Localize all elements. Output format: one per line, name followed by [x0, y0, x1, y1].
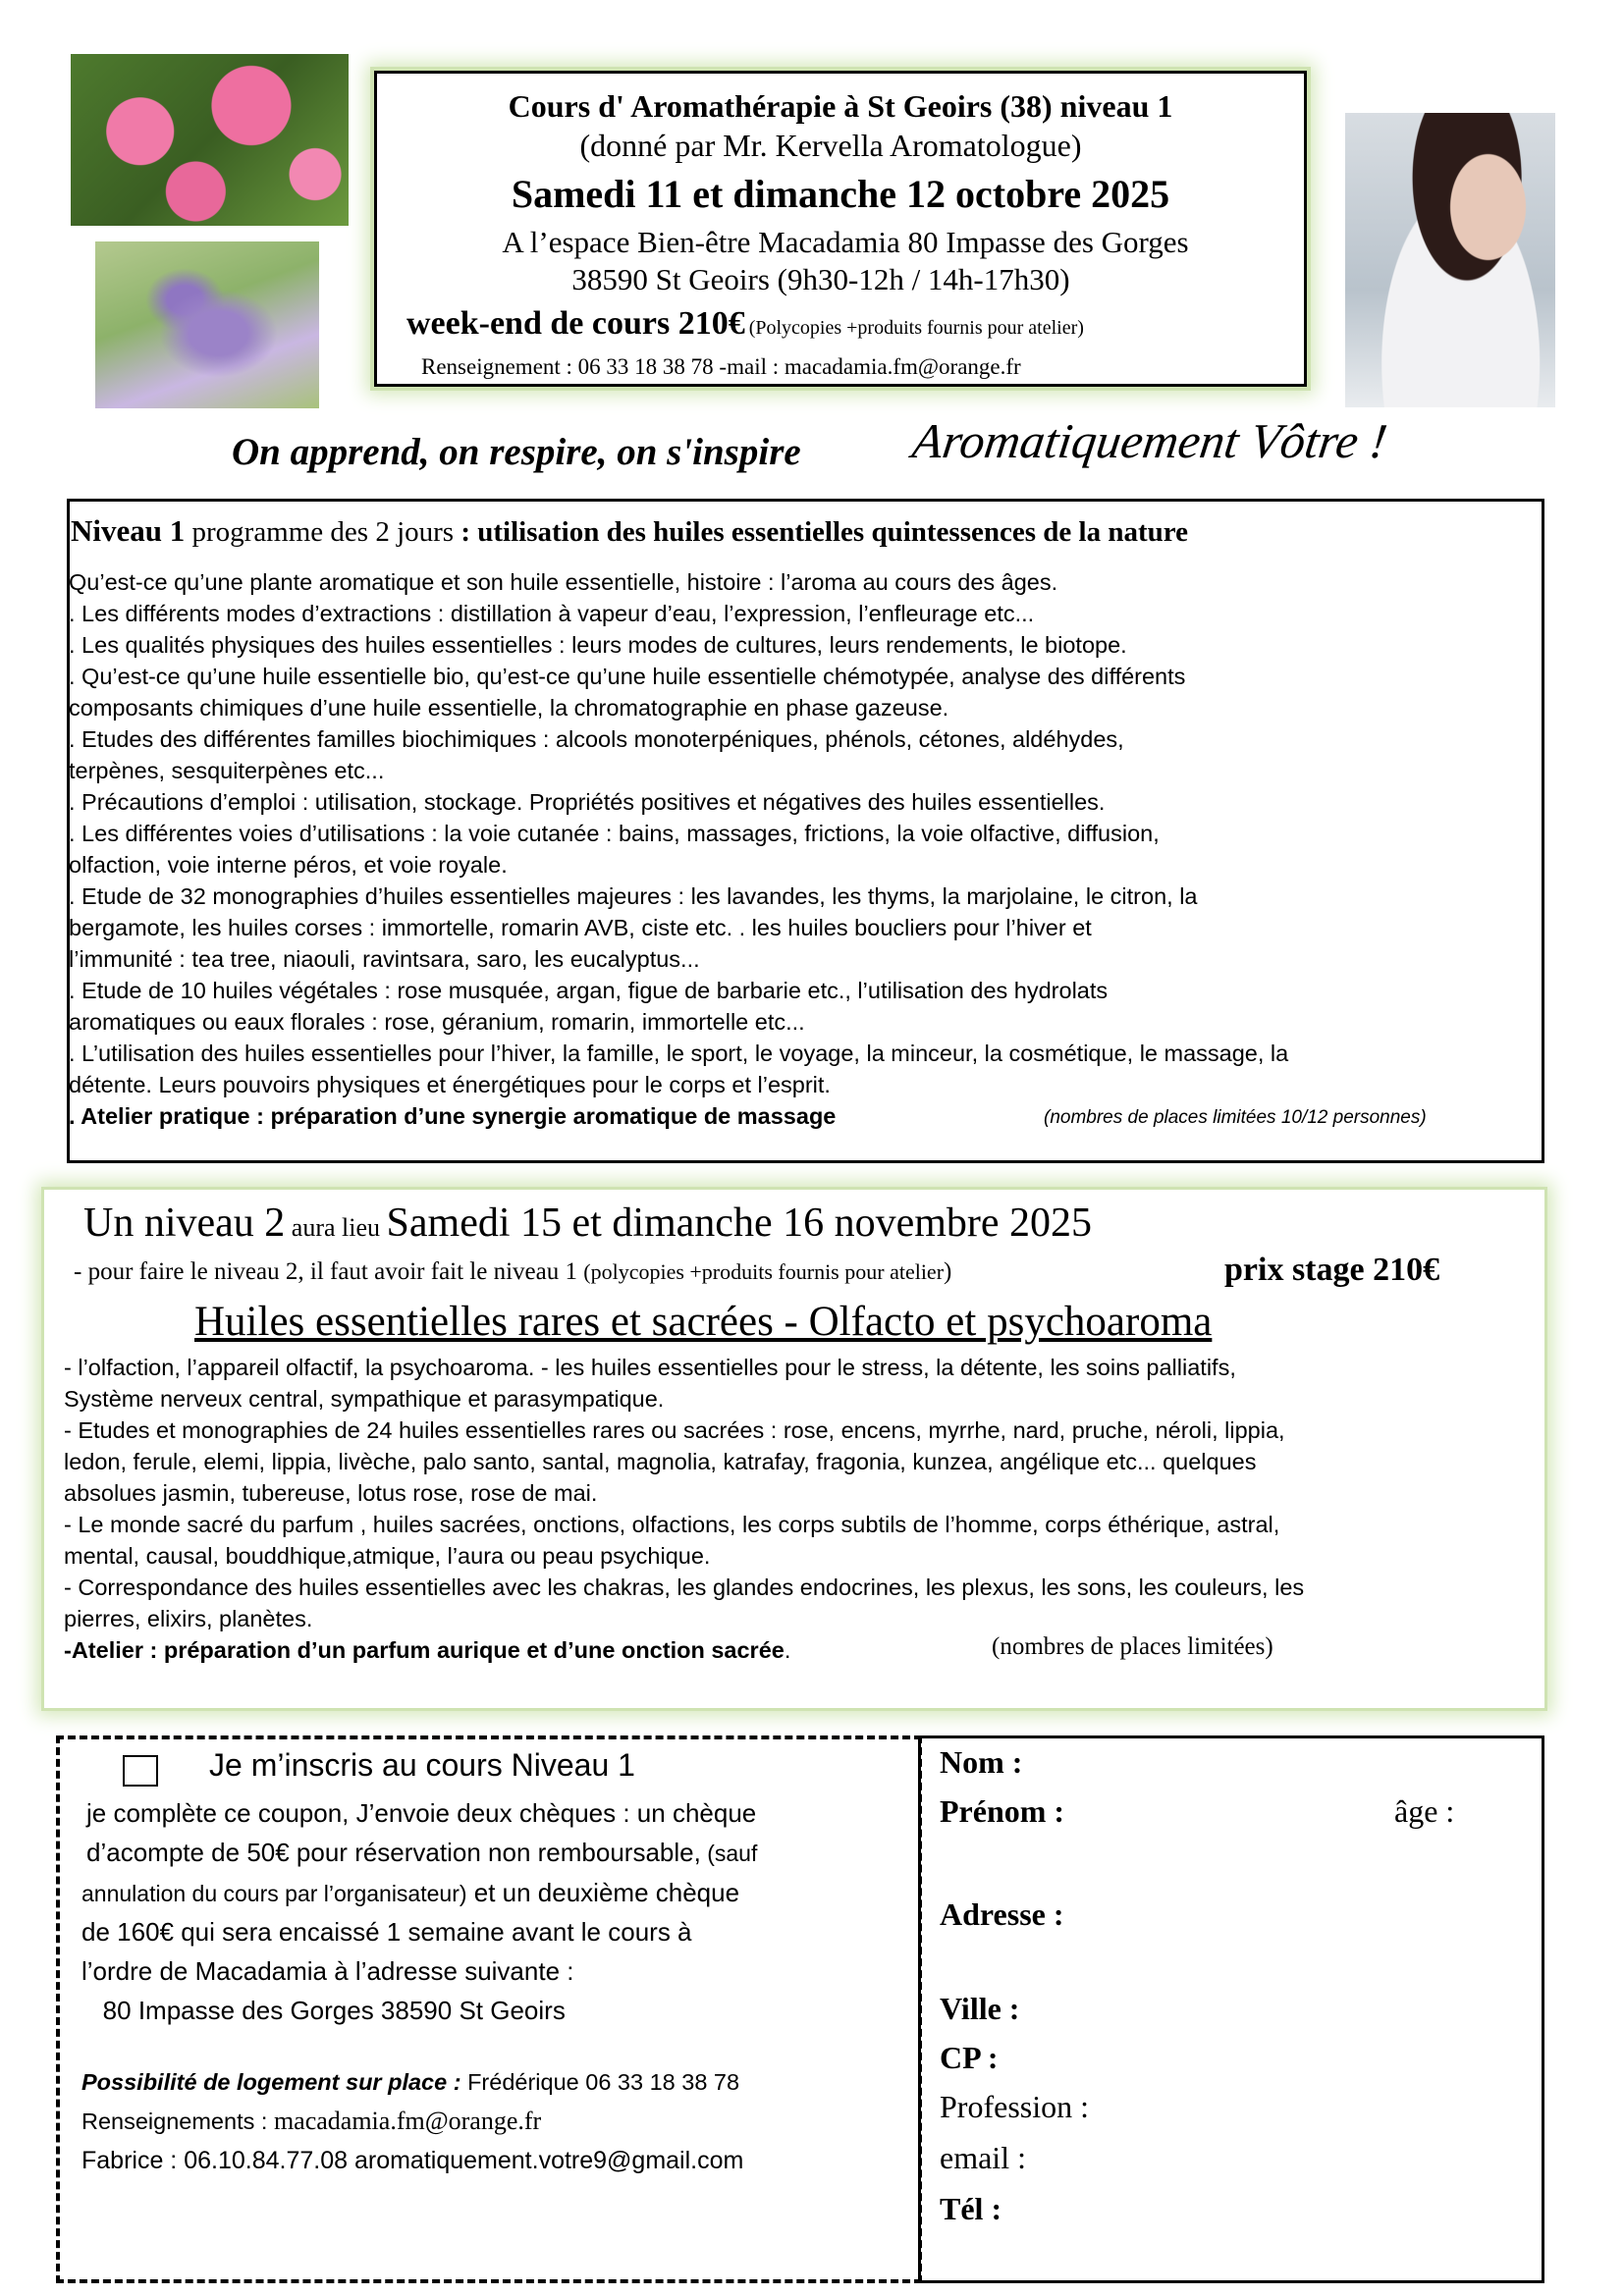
- woman-smelling-photo: [1345, 113, 1555, 407]
- slogan-left: On apprend, on respire, on s'inspire: [232, 431, 801, 473]
- level2-places: (nombres de places limitées): [992, 1633, 1273, 1660]
- list-item: . Etude de 32 monographies d’huiles essentielles majeures : les lavandes, les thyms, la marjolaine, le citron, la: [69, 883, 1198, 909]
- form-tel-label: Tél :: [940, 2191, 1002, 2226]
- coupon-line-2-note: (sauf: [700, 1841, 758, 1866]
- level1-heading-program: programme des 2 jours: [185, 516, 461, 548]
- coupon-line-3-note: annulation du cours par l’organisateur): [81, 1881, 467, 1906]
- level2-prereq-close: ): [944, 1258, 952, 1285]
- list-item: Système nerveux central, sympathique et parasympatique.: [64, 1386, 665, 1412]
- coupon-fabrice: Fabrice : 06.10.84.77.08 aromatiquement.votre9@gmail.com: [81, 2147, 744, 2174]
- roses-photo: [71, 54, 349, 226]
- list-item: . Précautions d’emploi : utilisation, stockage. Propriétés positives et négatives des huiles essentielles.: [69, 789, 1106, 815]
- level2-subtitle: Huiles essentielles rares et sacrées - Olfacto et psychoaroma: [194, 1299, 1213, 1345]
- venue-hours: 38590 St Geoirs (9h30-12h / 14h-17h30): [571, 262, 1070, 296]
- list-item: . Qu’est-ce qu’une huile essentielle bio, qu’est-ce qu’une huile essentielle chémotypée, analyse des différents: [69, 664, 1186, 689]
- level2-atelier: [64, 1635, 790, 1665]
- list-item: - Correspondance des huiles essentielles avec les chakras, les glandes endocrines, les plexus, les sons, les couleurs, les: [64, 1575, 1305, 1600]
- list-item: - Etudes et monographies de 24 huiles essentielles rares ou sacrées : rose, encens, myrrhe, nard, pruche, néroli, lippia,: [64, 1417, 1285, 1443]
- list-item: bergamote, les huiles corses : immortelle, romarin AVB, ciste etc. . les huiles boucliers pour l’hiver et: [69, 915, 1092, 940]
- coupon-line-2-text: d’acompte de 50€ pour réservation non remboursable,: [86, 1838, 701, 1867]
- list-item: . Les différents modes d’extractions : distillation à vapeur d’eau, l’expression, l’enfleurage etc...: [69, 601, 1035, 626]
- price-main: week-end de cours 210€: [406, 305, 745, 342]
- course-dates: Samedi 11 et dimanche 12 octobre 2025: [511, 172, 1170, 216]
- list-item: absolues jasmin, tubereuse, lotus rose, rose de mai.: [64, 1480, 598, 1506]
- level2-heading: [83, 1200, 1092, 1247]
- level2-price: prix stage 210€: [1224, 1252, 1440, 1288]
- list-item: - Le monde sacré du parfum , huiles sacrées, onctions, olfactions, les corps subtils de l’homme, corps éthérique, astral,: [64, 1512, 1280, 1537]
- list-item: . Etudes des différentes familles biochimiques : alcools monoterpéniques, phénols, cétones, aldéhydes,: [69, 726, 1124, 752]
- list-item: - l’olfaction, l’appareil olfactif, la psychoaroma. - les huiles essentielles pour le stress, la détente, les soins palliatifs,: [64, 1355, 1236, 1380]
- form-email-label: email :: [940, 2140, 1026, 2175]
- coupon-lodging: [81, 2067, 739, 2097]
- level2-heading-when: aura lieu: [285, 1213, 387, 1242]
- list-item: détente. Leurs pouvoirs physiques et énergétiques pour le corps et l’esprit.: [69, 1072, 831, 1097]
- teacher-line: (donné par Mr. Kervella Aromatologue): [579, 128, 1082, 163]
- info-email: macadamia.fm@orange.fr: [273, 2107, 542, 2135]
- coupon-line-4: de 160€ qui sera encaissé 1 semaine avant le cours à: [81, 1917, 692, 1947]
- price-note: (Polycopies +produits fournis pour atelier): [748, 317, 1084, 339]
- form-age-label: âge :: [1394, 1793, 1455, 1829]
- level1-heading: [71, 513, 1188, 549]
- contact-line: Renseignement : 06 33 18 38 78 -mail : macadamia.fm@orange.fr: [421, 354, 1021, 379]
- level1-places: (nombres de places limitées 10/12 personnes): [1044, 1107, 1427, 1128]
- lodging-value: Frédérique 06 33 18 38 78: [460, 2069, 740, 2095]
- list-item: Qu’est-ce qu’une plante aromatique et son huile essentielle, histoire : l’aroma au cours des âges.: [69, 569, 1058, 595]
- level2-prereq-note: (polycopies +produits fournis pour atelier: [583, 1259, 945, 1284]
- list-item: composants chimiques d’une huile essentielle, la chromatographie en phase gazeuse.: [69, 695, 949, 721]
- list-item: pierres, elixirs, planètes.: [64, 1606, 313, 1631]
- coupon-line-5: l’ordre de Macadamia à l’adresse suivante :: [81, 1956, 574, 1986]
- form-adresse-label: Adresse :: [940, 1896, 1064, 1932]
- coupon-info: [81, 2107, 541, 2136]
- coupon-address: 80 Impasse des Gorges 38590 St Geoirs: [81, 1996, 566, 2025]
- lavender-bee-photo: [95, 241, 319, 408]
- list-item: aromatiques ou eaux florales : rose, géranium, romarin, immortelle etc...: [69, 1009, 805, 1035]
- lodging-label: Possibilité de logement sur place :: [81, 2069, 461, 2095]
- level2-heading-dates: Samedi 15 et dimanche 16 novembre 2025: [386, 1201, 1093, 1246]
- coupon-line-2: [86, 1833, 757, 1873]
- coupon-line-3: [81, 1873, 739, 1913]
- list-item: l’immunité : tea tree, niaouli, ravintsara, saro, les eucalyptus...: [69, 946, 700, 972]
- form-ville-label: Ville :: [940, 1991, 1020, 2026]
- price-line: [406, 305, 1084, 343]
- level2-prereq: [74, 1258, 951, 1286]
- list-item: . Les différentes voies d’utilisations : la voie cutanée : bains, massages, frictions, la voie olfactive, diffusion,: [69, 821, 1160, 846]
- level2-atelier-text: -Atelier : préparation d’un parfum aurique et d’une onction sacrée: [64, 1637, 785, 1663]
- level1-heading-topic: : utilisation des huiles essentielles quintessences de la nature: [460, 516, 1188, 548]
- level2-atelier-dot: .: [784, 1637, 791, 1663]
- list-item: mental, causal, bouddhique,atmique, l’aura ou peau psychique.: [64, 1543, 711, 1569]
- form-prenom-label: Prénom :: [940, 1793, 1065, 1829]
- list-item: olfaction, voie interne péros, et voie royale.: [69, 852, 508, 878]
- venue-line: A l’espace Bien-être Macadamia 80 Impasse des Gorges: [502, 225, 1189, 259]
- list-item: . Les qualités physiques des huiles essentielles : leurs modes de cultures, leurs rendements, le biotope.: [69, 632, 1127, 658]
- list-item: ledon, ferule, elemi, lippia, livèche, palo santo, santal, magnolia, katrafay, fragonia, kunzea, angélique etc... quelques: [64, 1449, 1257, 1474]
- coupon-title: Je m’inscris au cours Niveau 1: [209, 1747, 635, 1783]
- coupon-line-3-text: et un deuxième chèque: [466, 1878, 740, 1907]
- form-cp-label: CP :: [940, 2040, 999, 2075]
- level1-heading-level: Niveau 1: [71, 513, 186, 548]
- list-item: . L’utilisation des huiles essentielles pour l’hiver, la famille, le sport, le voyage, la minceur, la cosmétique, le massage, la: [69, 1041, 1289, 1066]
- course-title: Cours d' Aromathérapie à St Geoirs (38) niveau 1: [508, 88, 1173, 124]
- header-box: [374, 71, 1307, 387]
- level2-prereq-text: - pour faire le niveau 2, il faut avoir fait le niveau 1: [74, 1258, 584, 1285]
- form-profession-label: Profession :: [940, 2089, 1089, 2124]
- form-nom-label: Nom :: [940, 1744, 1023, 1780]
- level1-atelier: . Atelier pratique : préparation d’une synergie aromatique de massage: [69, 1103, 837, 1129]
- coupon-line-1: je complète ce coupon, J’envoie deux chèques : un chèque: [86, 1798, 757, 1828]
- list-item: terpènes, sesquiterpènes etc...: [69, 758, 385, 783]
- info-label: Renseignements :: [81, 2109, 274, 2134]
- level2-heading-level: Un niveau 2: [83, 1201, 286, 1246]
- slogan-right: Aromatiquement Vôtre !: [909, 413, 1391, 468]
- checkbox-icon[interactable]: [123, 1755, 158, 1787]
- list-item: . Etude de 10 huiles végétales : rose musquée, argan, figue de barbarie etc., l’utilisation des hydrolats: [69, 978, 1109, 1003]
